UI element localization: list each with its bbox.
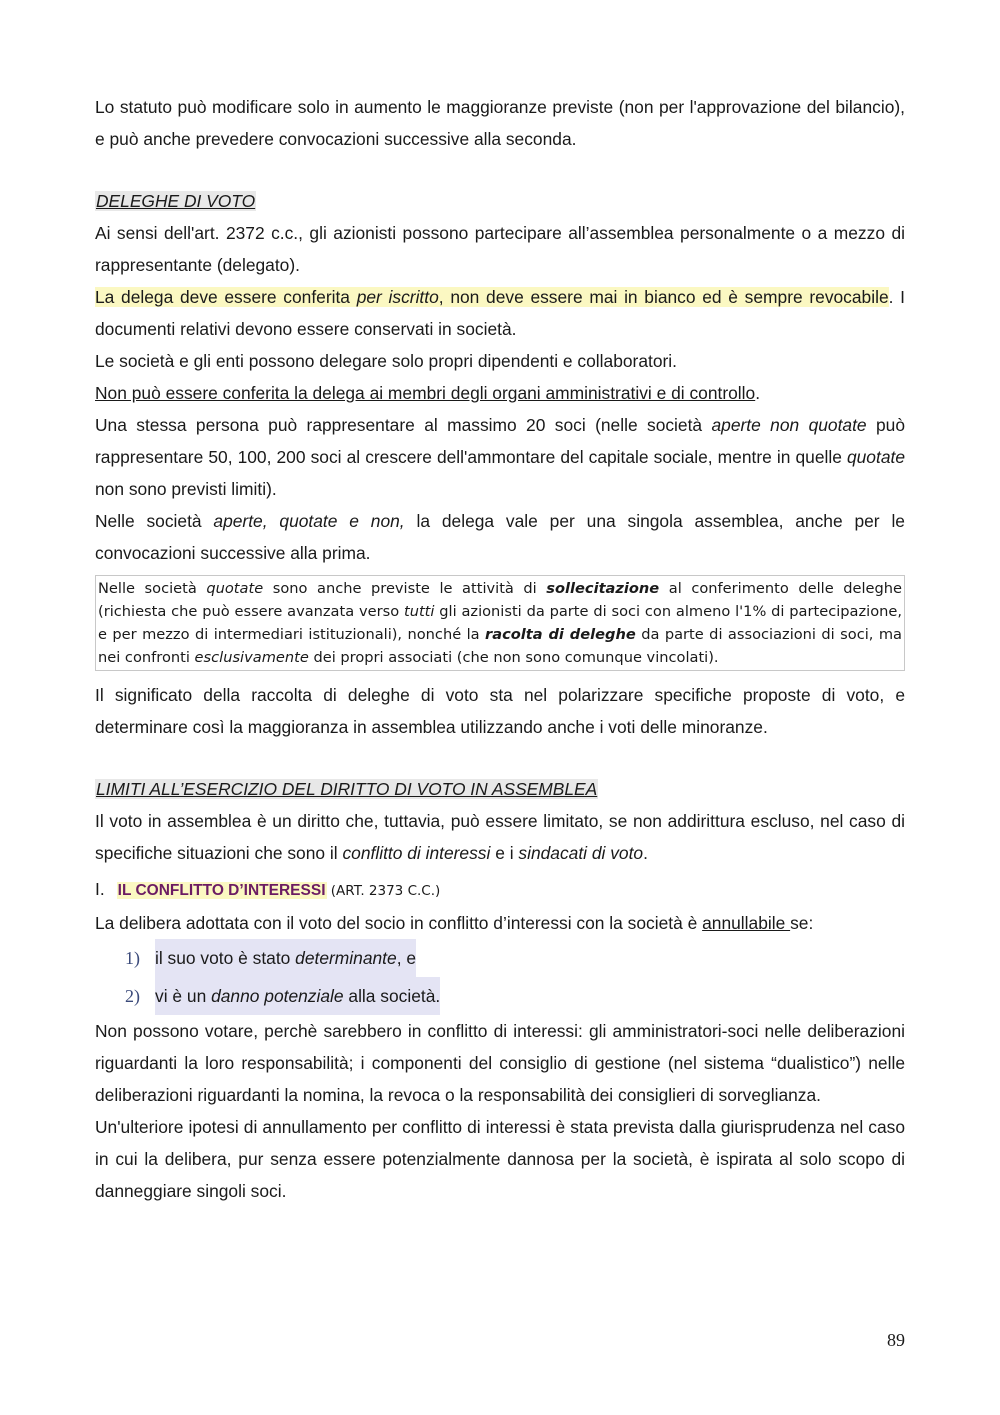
text-run: . [643, 843, 648, 863]
text-run: gli azionisti da parte di soci con almeno l'1% di partecipazione, e per mezzo di intermediari istituzionali), nonché la [98, 603, 903, 643]
text-run: . I documenti relativi devono essere conservati in società. [95, 287, 905, 339]
text-run: la delega vale per una singola assemblea, anche per le convocazioni successive alla prima. [95, 511, 905, 563]
text-run: Nelle società [98, 580, 207, 597]
page-number: 89 [887, 1330, 905, 1350]
italic-run: tutti [403, 603, 435, 620]
text-run: sono anche previste le attività di [263, 580, 547, 597]
deleghe-paragraph-4 [95, 377, 905, 409]
limiti-paragraph-2 [95, 907, 905, 939]
text-run: Il voto in assemblea è un diritto che, tuttavia, può essere limitato, se non addirittura escluso, nel caso di specifiche situazioni che sono il [95, 811, 905, 863]
italic-run: quotate [846, 447, 905, 467]
list-text [155, 939, 416, 977]
italic-run: conflitto di interessi [342, 843, 491, 863]
note-box [95, 575, 905, 671]
list-number: 1) [125, 948, 140, 968]
spacer [95, 743, 905, 773]
limiti-paragraph-4: Un'ulteriore ipotesi di annullamento per conflitto di interessi è stata prevista dalla giurisprudenza nel caso in cui la delibera, pur senza essere potenzialmente dannosa per la società, è ispirata al solo scopo di danneggiare singoli soci. [95, 1117, 905, 1201]
deleghe-paragraph-2 [95, 281, 905, 345]
italic-run: sindacati di voto [518, 843, 644, 863]
text-run: non sono previsti limiti). [95, 479, 277, 499]
list-item [125, 977, 905, 1015]
intro-paragraph: Lo statuto può modificare solo in aumento le maggioranze previste (non per l'approvazione del bilancio), e può anche prevedere convocazioni successive alla seconda. [95, 97, 905, 149]
text-run: dei propri associati (che non sono comunque vincolati). [308, 649, 719, 666]
heading-text: LIMITI ALL’ESERCIZIO DEL DIRITTO DI VOTO IN ASSEMBLEA [96, 779, 598, 799]
text-run: al conferimento delle deleghe (richiesta che può essere avanzata verso [98, 580, 902, 620]
text-run: , non deve essere mai in bianco ed è sempre revocabile [438, 287, 889, 307]
page-content [95, 91, 905, 1207]
italic-run: per iscritto [356, 287, 439, 307]
text-run: da parte di associazioni di soci, ma nei confronti [98, 626, 902, 666]
text-run: Nelle società [95, 511, 214, 531]
spacer [95, 155, 905, 185]
deleghe-paragraph-1: Ai sensi dell'art. 2372 c.c., gli azionisti possono partecipare all’assemblea personalmente o a mezzo di rappresentante (delegato). [95, 223, 905, 275]
italic-run: quotate [206, 580, 264, 597]
bold-italic-run: racolta di deleghe [485, 626, 636, 643]
list-item [125, 939, 905, 977]
underlined-run: Non può essere conferita la delega ai membri degli organi amministrativi e di controllo [95, 383, 756, 403]
section-heading-limiti [95, 773, 905, 805]
limiti-paragraph-3: Non possono votare, perchè sarebbero in conflitto di interessi: gli amministratori-soci nelle deliberazioni riguardanti la loro responsabilità; i componenti del consiglio di gestione (nel sistema “dualistico”) nelle deliberazioni riguardanti la nomina, la revoca o la responsabilità dei consiglieri di sorveglianza. [95, 1021, 905, 1105]
list-text [155, 977, 440, 1015]
italic-run: aperte, quotate e non, [213, 511, 405, 531]
text-run: Una stessa persona può rappresentare al massimo 20 soci (nelle società [95, 415, 712, 435]
subsection-reference: (ART. 2373 C.C.) [326, 883, 441, 899]
text-run: alla società. [343, 986, 441, 1006]
deleghe-paragraph-3: Le società e gli enti possono delegare solo propri dipendenti e collaboratori. [95, 351, 678, 371]
deleghe-paragraph-6 [95, 505, 905, 569]
deleghe-paragraph-5 [95, 409, 905, 505]
text-run: . [755, 383, 761, 403]
limiti-paragraph-1 [95, 805, 905, 869]
text-run: e i [490, 843, 519, 863]
text-run: può rappresentare 50, 100, 200 soci al crescere dell'ammontare del capitale sociale, mentre in quelle [95, 415, 905, 467]
text-run: vi è un [155, 986, 212, 1006]
roman-numeral: I. [95, 879, 105, 899]
subsection-heading [95, 873, 905, 907]
italic-run: danno potenziale [211, 986, 344, 1006]
italic-run: esclusivamente [194, 649, 309, 666]
text-run: La delibera adottata con il voto del socio in conflitto d’interessi con la società è [95, 913, 703, 933]
section-heading-deleghe [95, 185, 905, 217]
list-number: 2) [125, 986, 140, 1006]
text-run: , e [396, 948, 417, 968]
italic-run: aperte non quotate [711, 415, 867, 435]
subsection-title: IL CONFLITTO D’INTERESSI [117, 882, 326, 899]
text-run: La delega deve essere conferita [95, 287, 357, 307]
text-run: se: [790, 913, 814, 933]
highlight-text [95, 287, 889, 307]
text-run: il suo voto è stato [155, 948, 296, 968]
heading-text: DELEGHE DI VOTO [96, 191, 256, 211]
underlined-run: annullabile [702, 913, 791, 933]
deleghe-paragraph-7: Il significato della raccolta di deleghe di voto sta nel polarizzare specifiche proposte di voto, e determinare così la maggioranza in assemblea utilizzando anche i voti delle minoranze. [95, 685, 905, 737]
italic-run: determinante [295, 948, 397, 968]
bold-italic-run: sollecitazione [546, 580, 660, 597]
